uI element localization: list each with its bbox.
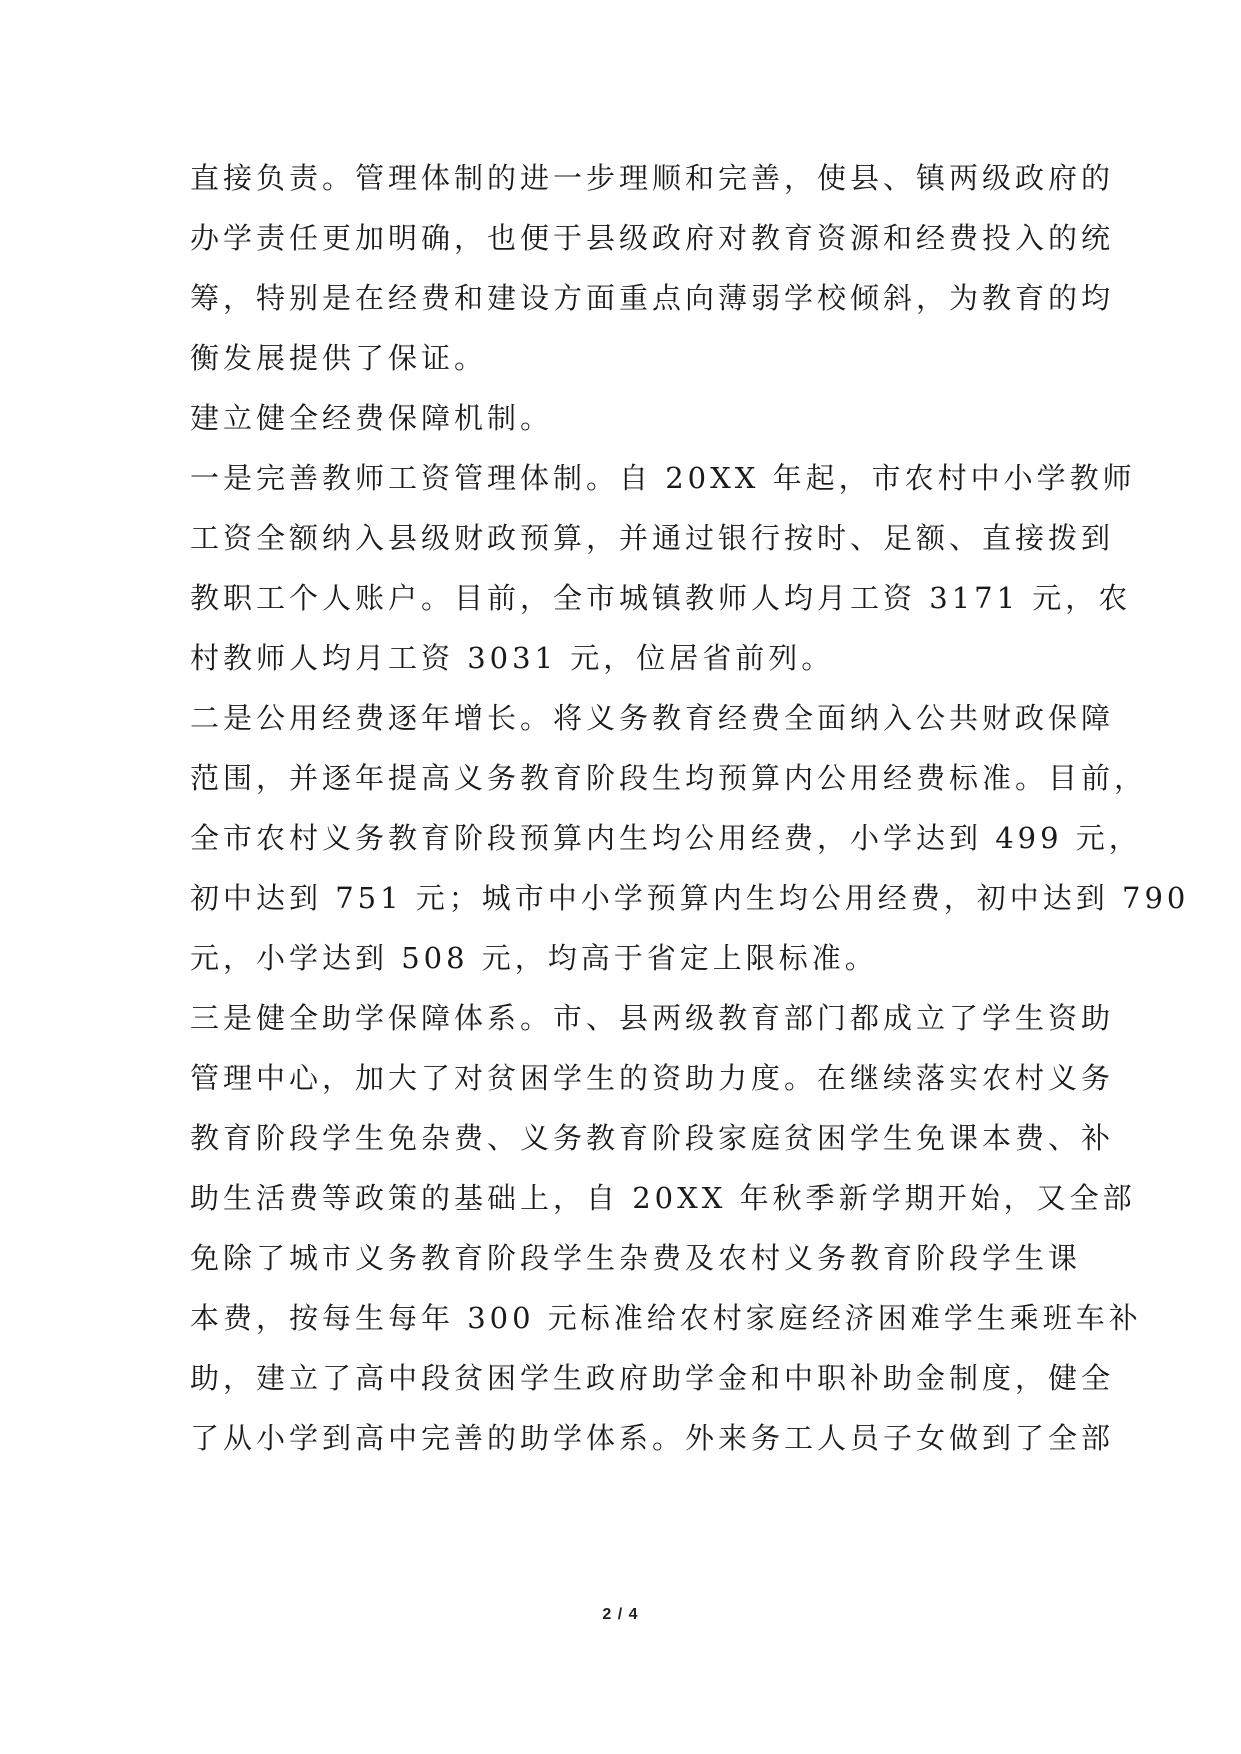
text-line: 本费，按每生每年 300 元标准给农村家庭经济困难学生乘班车补: [190, 1301, 1142, 1335]
text-line: 教育阶段学生免杂费、义务教育阶段家庭贫困学生免课本费、补: [190, 1121, 1115, 1155]
text-line: 衡发展提供了保证。: [190, 341, 488, 375]
text-line: 管理中心，加大了对贫困学生的资助力度。在继续落实农村义务: [190, 1061, 1115, 1095]
text-line: 元，小学达到 508 元，均高于省定上限标准。: [190, 941, 878, 975]
page-number: 2 / 4: [602, 1606, 639, 1623]
text-line: 助生活费等政策的基础上，自 20XX 年秋季新学期开始，又全部: [190, 1181, 1136, 1215]
text-line: 三是健全助学保障体系。市、县两级教育部门都成立了学生资助: [190, 1001, 1115, 1035]
text-line: 直接负责。管理体制的进一步理顺和完善，使县、镇两级政府的: [190, 161, 1115, 195]
text-line: 初中达到 751 元；城市中小学预算内生均公用经费，初中达到 790: [190, 881, 1190, 915]
text-line: 村教师人均月工资 3031 元，位居省前列。: [190, 641, 835, 675]
document-body: [190, 148, 1190, 1468]
text-line: 免除了城市义务教育阶段学生杂费及农村义务教育阶段学生课: [190, 1241, 1082, 1275]
text-line: 范围，并逐年提高义务教育阶段生均预算内公用经费标准。目前，: [190, 761, 1148, 795]
text-line: 工资全额纳入县级财政预算，并通过银行按时、足额、直接拨到: [190, 521, 1115, 555]
text-line: 一是完善教师工资管理体制。自 20XX 年起，市农村中小学教师: [190, 461, 1136, 495]
text-line: 筹，特别是在经费和建设方面重点向薄弱学校倾斜，为教育的均: [190, 281, 1115, 315]
text-line: 二是公用经费逐年增长。将义务教育经费全面纳入公共财政保障: [190, 701, 1115, 735]
text-line: 助，建立了高中段贫困学生政府助学金和中职补助金制度，健全: [190, 1361, 1115, 1395]
text-line: 办学责任更加明确，也便于县级政府对教育资源和经费投入的统: [190, 221, 1115, 255]
text-line: 了从小学到高中完善的助学体系。外来务工人员子女做到了全部: [190, 1421, 1115, 1455]
text-line: 全市农村义务教育阶段预算内生均公用经费，小学达到 499 元，: [190, 821, 1142, 855]
section-heading: 建立健全经费保障机制。: [190, 401, 554, 435]
body-text: [190, 148, 1190, 1468]
text-line: 教职工个人账户。目前，全市城镇教师人均月工资 3171 元，农: [190, 581, 1132, 615]
